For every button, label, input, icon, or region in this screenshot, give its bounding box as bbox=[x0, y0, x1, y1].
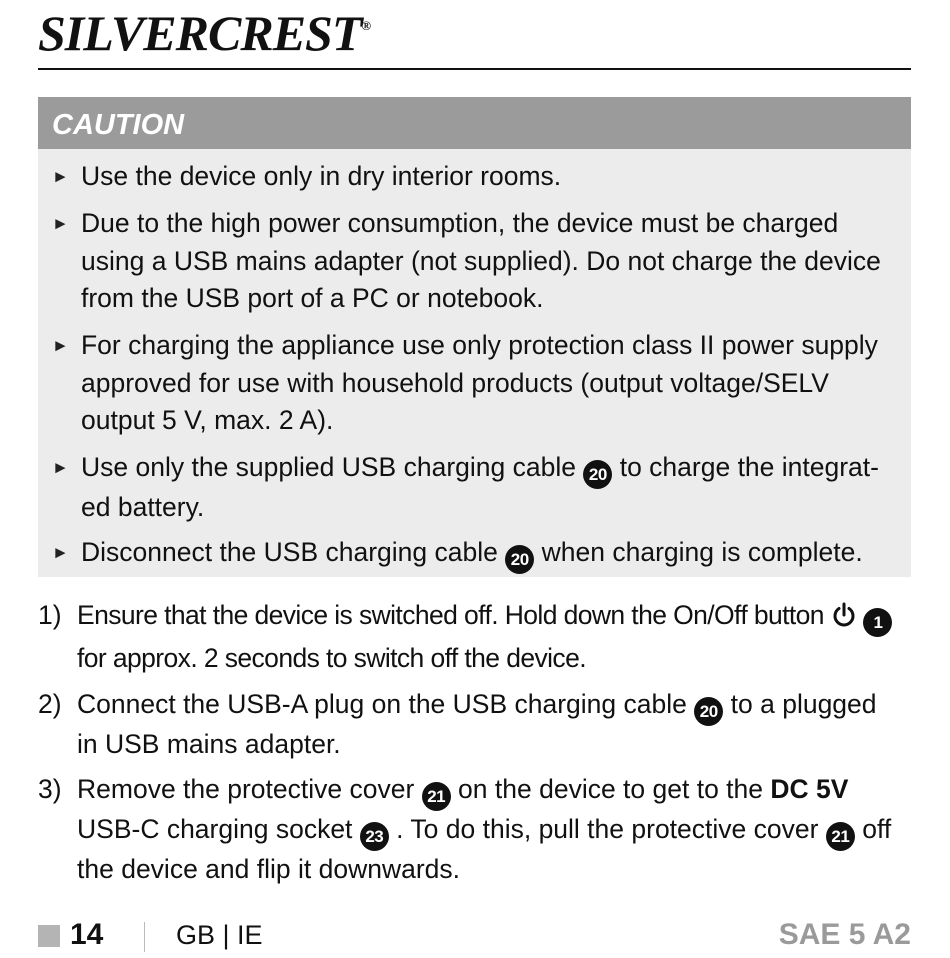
caution-title: CAUTION bbox=[38, 97, 911, 149]
page-number: 14 bbox=[70, 918, 104, 951]
step-number: 1) bbox=[38, 600, 62, 630]
footer-divider bbox=[144, 922, 145, 952]
text-line: Ensure that the device is switched off. Hold down the On/Off button 1 bbox=[77, 597, 917, 640]
bullet-arrow-icon: ► bbox=[52, 336, 69, 355]
language-label: GB | IE bbox=[176, 920, 263, 950]
text-line: Connect the USB-A plug on the USB charging cable 20 to a plugged bbox=[77, 686, 917, 726]
text-line: Due to the high power consumption, the device must be charged bbox=[81, 208, 839, 238]
ref-number-badge: 20 bbox=[505, 545, 534, 574]
ref-number-badge: 23 bbox=[360, 822, 389, 851]
registered-mark: ® bbox=[361, 18, 371, 33]
text-line: Remove the protective cover 21 on the device to get to the DC 5V bbox=[77, 771, 917, 811]
text-line: Disconnect the USB charging cable 20 when charging is complete. bbox=[81, 534, 901, 574]
ref-number-badge: 1 bbox=[863, 608, 892, 637]
text-line: Use only the supplied USB charging cable 20 to charge the integrat- bbox=[81, 449, 901, 489]
text-line: the device and flip it downwards. bbox=[77, 854, 460, 884]
text-line: for approx. 2 seconds to switch off the device. bbox=[77, 642, 586, 673]
bullet-arrow-icon: ► bbox=[52, 167, 69, 186]
text-line: For charging the appliance use only protection class II power supply bbox=[81, 330, 878, 360]
bullet-arrow-icon: ► bbox=[52, 543, 69, 562]
text-line: from the USB port of a PC or notebook. bbox=[81, 283, 544, 313]
caution-box bbox=[38, 97, 911, 577]
power-icon bbox=[831, 601, 857, 640]
header-rule bbox=[38, 68, 911, 70]
ref-number-badge: 20 bbox=[583, 460, 612, 489]
ref-number-badge: 21 bbox=[422, 782, 451, 811]
text-line: output 5 V, max. 2 A). bbox=[81, 405, 334, 435]
step-number: 3) bbox=[38, 774, 62, 804]
bullet-arrow-icon: ► bbox=[52, 458, 69, 477]
page-footer bbox=[38, 918, 911, 958]
socket-label: DC 5V bbox=[770, 774, 849, 804]
text-line: Use the device only in dry interior rooms. bbox=[81, 161, 562, 191]
ref-number-badge: 20 bbox=[694, 697, 723, 726]
model-number: SAE 5 A2 bbox=[778, 918, 911, 951]
footer-square-icon bbox=[38, 925, 60, 947]
text-line: ed battery. bbox=[81, 492, 205, 522]
ref-number-badge: 21 bbox=[826, 822, 855, 851]
text-line: USB-C charging socket 23 . To do this, pull the protective cover 21 off bbox=[77, 811, 917, 851]
bullet-arrow-icon: ► bbox=[52, 214, 69, 233]
brand-logo: SILVERCREST® bbox=[38, 5, 371, 61]
step-number: 2) bbox=[38, 689, 62, 719]
text-line: in USB mains adapter. bbox=[77, 729, 341, 759]
text-line: using a USB mains adapter (not supplied). Do not charge the device bbox=[81, 245, 881, 276]
text-line: approved for use with household products (output voltage/SELV bbox=[81, 367, 829, 398]
